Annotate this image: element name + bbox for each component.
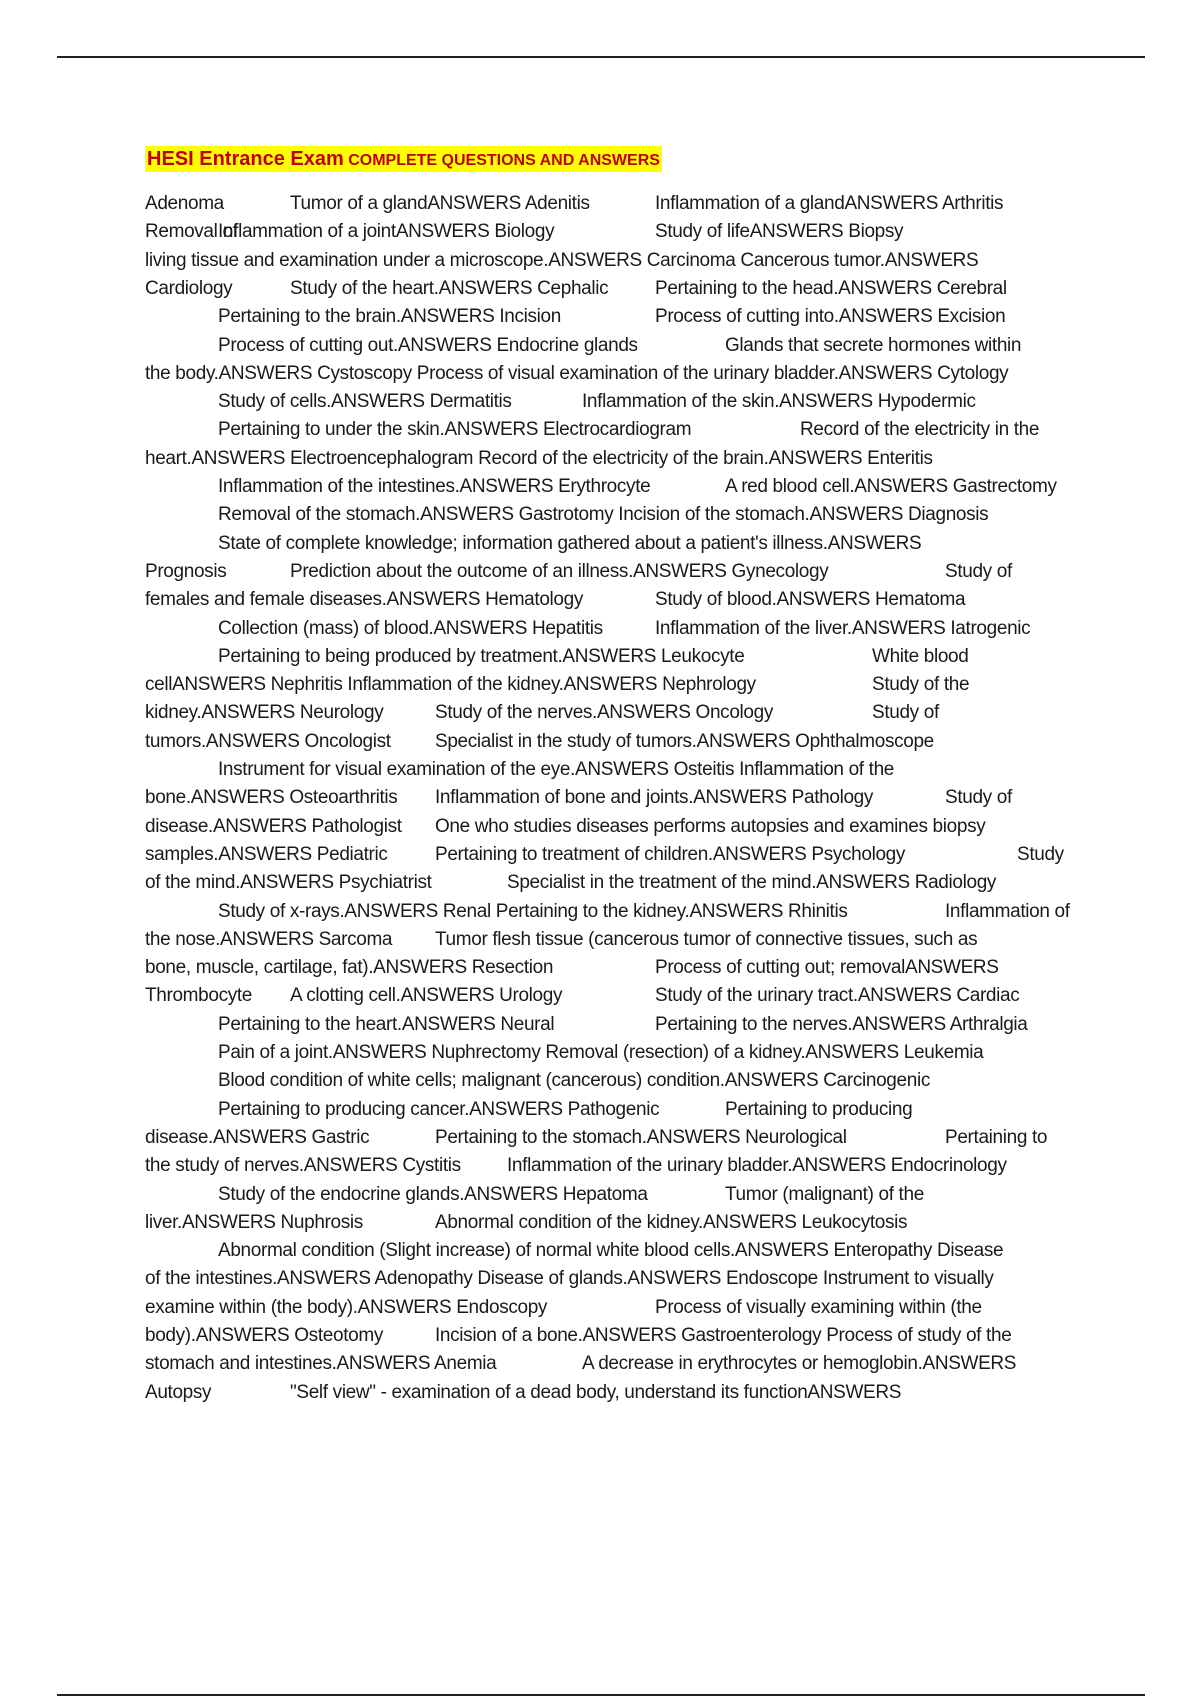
- text-segment: Inflammation of a glandANSWERS Arthritis: [655, 193, 1004, 214]
- text-segment: Study of: [872, 702, 939, 724]
- text-line: [145, 558, 1095, 586]
- text-line: [145, 784, 1095, 812]
- text-segment: Study of the: [872, 674, 970, 696]
- text-line: [145, 671, 1095, 699]
- text-line: [145, 869, 1095, 897]
- text-segment: Pertaining to producing cancer.ANSWERS Pathogenic: [218, 1098, 660, 1120]
- text-segment: Study of the heart.ANSWERS Cephalic: [290, 277, 609, 299]
- title-sub: COMPLETE QUESTIONS AND ANSWERS: [348, 152, 660, 169]
- text-segment: Study: [1017, 843, 1064, 865]
- text-segment: cellANSWERS Nephritis Inflammation of the kidney.ANSWERS Nephrology: [145, 674, 756, 696]
- text-line: [145, 1181, 1095, 1209]
- title-main: HESI Entrance Exam: [147, 148, 344, 170]
- text-segment: kidney.ANSWERS Neurology: [145, 702, 384, 724]
- text-segment: Removal of the stomach.ANSWERS Gastrotomy Incision of the stomach.ANSWERS Diagnosis: [218, 504, 989, 526]
- text-segment: Adenoma: [145, 193, 224, 214]
- text-segment: living tissue and examination under a microscope.ANSWERS Carcinoma Cancerous tumor.ANSWERS: [145, 249, 979, 271]
- text-segment: Study of lifeANSWERS Biopsy: [655, 221, 904, 243]
- text-segment: Study of cells.ANSWERS Dermatitis: [218, 391, 512, 413]
- text-segment: Study of the endocrine glands.ANSWERS Hepatoma: [218, 1183, 648, 1205]
- text-segment: examine within (the body).ANSWERS Endoscopy: [145, 1296, 548, 1318]
- text-segment: disease.ANSWERS Gastric: [145, 1126, 370, 1148]
- text-segment: females and female diseases.ANSWERS Hematology: [145, 589, 583, 611]
- text-line: [145, 473, 1095, 501]
- text-segment: One who studies diseases performs autopsies and examines biopsy: [435, 815, 986, 837]
- text-line: [145, 332, 1095, 360]
- text-line: [145, 360, 1095, 388]
- text-segment: Tumor of a glandANSWERS Adenitis: [290, 193, 590, 214]
- text-segment: Pertaining to treatment of children.ANSWERS Psychology: [435, 843, 906, 865]
- text-line: [145, 303, 1095, 331]
- text-line: [145, 1209, 1095, 1237]
- text-segment: Pertaining to the stomach.ANSWERS Neurological: [435, 1126, 847, 1148]
- text-segment: bone.ANSWERS Osteoarthritis: [145, 787, 398, 809]
- text-segment: the study of nerves.ANSWERS Cystitis: [145, 1155, 461, 1177]
- text-segment: Prediction about the outcome of an illness.ANSWERS Gynecology: [290, 560, 829, 582]
- text-segment: A red blood cell.ANSWERS Gastrectomy: [725, 476, 1057, 497]
- text-segment: Record of the electricity in the: [800, 419, 1040, 441]
- text-segment: Cardiology: [145, 277, 233, 299]
- text-segment: Specialist in the study of tumors.ANSWERS Ophthalmoscope: [435, 730, 934, 752]
- text-segment: tumors.ANSWERS Oncologist: [145, 730, 391, 752]
- text-segment: Pertaining to being produced by treatment.ANSWERS Leukocyte: [218, 645, 745, 667]
- text-line: [145, 445, 1095, 473]
- text-segment: Abnormal condition of the kidney.ANSWERS Leukocytosis: [435, 1211, 908, 1233]
- text-segment: A decrease in erythrocytes or hemoglobin.ANSWERS: [582, 1353, 1017, 1375]
- text-line: [145, 898, 1095, 926]
- text-line: [145, 1067, 1095, 1095]
- text-segment: heart.ANSWERS Electroencephalogram Record of the electricity of the brain.ANSWERS Enteritis: [145, 447, 933, 469]
- text-segment: Process of visually examining within (the: [655, 1296, 982, 1318]
- text-segment: Inflammation of the urinary bladder.ANSWERS Endocrinology: [507, 1155, 1007, 1177]
- text-segment: Abnormal condition (Slight increase) of normal white blood cells.ANSWERS Enteropathy Disease: [218, 1240, 1004, 1262]
- text-segment: body).ANSWERS Osteotomy: [145, 1325, 383, 1346]
- text-segment: Process of cutting out.ANSWERS Endocrine glands: [218, 334, 638, 356]
- text-line: [145, 1379, 1095, 1407]
- text-segment: "Self view" - examination of a dead body, understand its functionANSWERS: [290, 1381, 902, 1403]
- text-segment: Inflammation of the liver.ANSWERS Iatrogenic: [655, 617, 1031, 639]
- text-line: [145, 1237, 1095, 1265]
- text-segment: Incision of a bone.ANSWERS Gastroenterology Process of study of the: [435, 1325, 1012, 1346]
- text-segment: Inflammation of bone and joints.ANSWERS Pathology: [435, 787, 874, 809]
- text-segment: stomach and intestines.ANSWERS Anemia: [145, 1353, 497, 1375]
- text-segment: Blood condition of white cells; malignant (cancerous) condition.ANSWERS Carcinogenic: [218, 1070, 930, 1092]
- text-segment: Pertaining to the brain.ANSWERS Incision: [218, 306, 561, 328]
- text-segment: Pain of a joint.ANSWERS Nuphrectomy Removal (resection) of a kidney.ANSWERS Leukemia: [218, 1042, 984, 1063]
- text-line: [145, 841, 1095, 869]
- bottom-rule: [57, 1694, 1145, 1696]
- text-segment: State of complete knowledge; information gathered about a patient's illness.ANSWERS: [218, 532, 922, 554]
- text-line: [145, 813, 1095, 841]
- text-line: [145, 190, 1095, 218]
- text-line: [145, 615, 1095, 643]
- text-line: [145, 1265, 1095, 1293]
- text-segment: Inflammation of: [945, 900, 1070, 922]
- text-segment: Process of cutting into.ANSWERS Excision: [655, 306, 1006, 328]
- text-segment: Inflammation of a jointANSWERS Biology: [218, 221, 555, 243]
- text-line: [145, 982, 1095, 1010]
- text-segment: Collection (mass) of blood.ANSWERS Hepatitis: [218, 617, 603, 639]
- text-line: [145, 501, 1095, 529]
- text-line: [145, 699, 1095, 727]
- text-segment: liver.ANSWERS Nuphrosis: [145, 1211, 363, 1233]
- text-line: [145, 530, 1095, 558]
- top-rule: [57, 56, 1145, 58]
- text-line: [145, 218, 1095, 246]
- text-segment: Pertaining to under the skin.ANSWERS Electrocardiogram: [218, 419, 692, 441]
- text-line: [145, 416, 1095, 444]
- text-line: [145, 728, 1095, 756]
- text-segment: Study of the urinary tract.ANSWERS Cardiac: [655, 985, 1020, 1007]
- text-segment: Study of: [945, 560, 1012, 582]
- text-segment: Pertaining to the head.ANSWERS Cerebral: [655, 277, 1007, 299]
- text-segment: Removal of: [145, 221, 238, 243]
- text-segment: Process of cutting out; removalANSWERS: [655, 957, 999, 979]
- text-segment: Study of: [945, 787, 1012, 809]
- text-segment: the nose.ANSWERS Sarcoma: [145, 928, 393, 950]
- text-segment: disease.ANSWERS Pathologist: [145, 815, 402, 837]
- text-line: [145, 1039, 1095, 1067]
- text-segment: A clotting cell.ANSWERS Urology: [290, 985, 563, 1007]
- text-segment: Tumor flesh tissue (cancerous tumor of connective tissues, such as: [435, 928, 978, 950]
- text-segment: Pertaining to producing: [725, 1098, 913, 1120]
- text-segment: Instrument for visual examination of the eye.ANSWERS Osteitis Inflammation of the: [218, 759, 895, 780]
- text-segment: Inflammation of the intestines.ANSWERS Erythrocyte: [218, 476, 651, 497]
- text-line: [145, 586, 1095, 614]
- text-line: [145, 1152, 1095, 1180]
- text-line: [145, 1124, 1095, 1152]
- text-segment: White blood: [872, 645, 969, 667]
- text-segment: Study of x-rays.ANSWERS Renal Pertaining to the kidney.ANSWERS Rhinitis: [218, 900, 848, 922]
- text-segment: bone, muscle, cartilage, fat).ANSWERS Resection: [145, 957, 554, 979]
- text-segment: of the intestines.ANSWERS Adenopathy Disease of glands.ANSWERS Endoscope Instrument to visually: [145, 1268, 994, 1290]
- text-line: [145, 1350, 1095, 1378]
- text-segment: samples.ANSWERS Pediatric: [145, 843, 388, 865]
- text-segment: the body.ANSWERS Cystoscopy Process of visual examination of the urinary bladder.ANSWERS Cytology: [145, 362, 1009, 384]
- text-line: [145, 756, 1095, 784]
- text-line: [145, 275, 1095, 303]
- text-segment: Pertaining to the heart.ANSWERS Neural: [218, 1013, 555, 1035]
- text-line: [145, 1096, 1095, 1124]
- text-line: [145, 926, 1095, 954]
- text-segment: Inflammation of the skin.ANSWERS Hypodermic: [582, 391, 976, 413]
- text-segment: Study of blood.ANSWERS Hematoma: [655, 589, 966, 611]
- text-segment: Study of the nerves.ANSWERS Oncology: [435, 702, 774, 724]
- text-segment: Pertaining to the nerves.ANSWERS Arthralgia: [655, 1013, 1028, 1035]
- text-segment: Glands that secrete hormones within: [725, 334, 1022, 356]
- text-segment: Tumor (malignant) of the: [725, 1183, 924, 1205]
- text-line: [145, 643, 1095, 671]
- text-line: [145, 954, 1095, 982]
- text-segment: Specialist in the treatment of the mind.ANSWERS Radiology: [507, 872, 997, 894]
- text-segment: Autopsy: [145, 1381, 212, 1403]
- text-line: [145, 247, 1095, 275]
- text-line: [145, 1294, 1095, 1322]
- document-title: [145, 146, 662, 172]
- text-segment: Prognosis: [145, 560, 227, 582]
- text-line: [145, 388, 1095, 416]
- text-segment: of the mind.ANSWERS Psychiatrist: [145, 872, 432, 894]
- text-segment: Thrombocyte: [145, 985, 253, 1007]
- text-line: [145, 1011, 1095, 1039]
- text-segment: Pertaining to: [945, 1126, 1048, 1148]
- text-line: [145, 1322, 1095, 1350]
